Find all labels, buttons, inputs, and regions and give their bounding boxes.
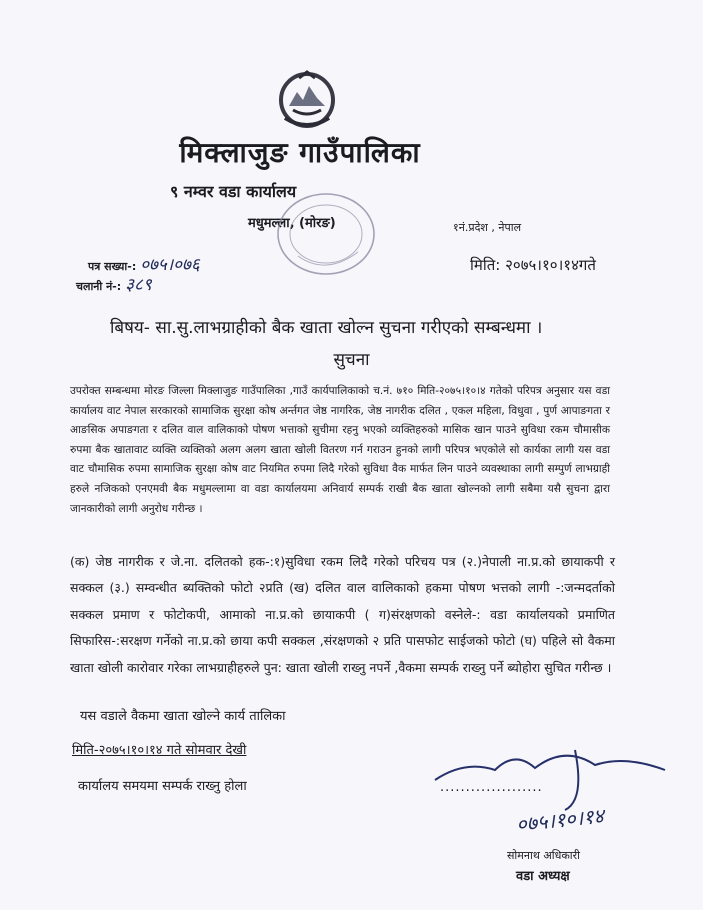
handwritten-date: ०७५।१०।१४ <box>515 803 606 837</box>
dispatch-number-label: चलानी नं-: <box>76 280 122 293</box>
body-paragraph-1: उपरोक्त सम्बन्धमा मोरङ जिल्ला मिक्लाजुङ गाउँपालिका ,गाउँ कार्यपालिकाको च.नं. ७१० मिति-२०७५।१०।४ गतेको परिपत्र अनुसार यस वडा कार्यालय वाट नेपाल सरकारको सामाजिक सुरक्षा कोष अर्न्तगत जेष्ठ नागरिक, जेष्ठ नागरीक दलित , एकल महिला, विधुवा , पुर्ण आपाङगता र आङसिक अपाङगता र दलित वाल वालिकाको पोषण भत्ताको सुचीमा रहनु भएको व्यक्तिहरुको मासिक खान पाउने सुविधा रकम चौमासीक रुपमा बैक खातावाट व्यक्ति व्यक्तिको अलग अलग खाता खोली वितरण गर्न गराउन हुनको लागी परिपत्र भएकोले सो कार्यका लागी यस वडा वाट चौमासिक रुपमा सामाजिक सुरक्षा कोष वाट नियमित रुपमा लिदै गरेको सुविधा वैक मार्फत लिन पाउने व्यवस्थाका लागी सम्पुर्ण लाभग्राही हरुले नजिकको एनएमवी बैक मधुमल्लामा वा वडा कार्यालयमा अनिवार्य सम्पर्क राखी बैक खाता खोल्नको लागी सबैमा यसै सुचना द्वारा जानकारीको लागी अनुरोध गरीन्छ । <box>70 385 610 515</box>
province-label: १नं.प्रदेश , नेपाल <box>453 221 522 234</box>
signature-line: .................... <box>440 780 543 795</box>
schedule-title: यस वडाले वैकमा खाता खोल्ने कार्य तालिका <box>80 709 286 724</box>
notice-title: सुचना <box>333 350 370 370</box>
schedule-date: मिति-२०७५।१०।१४ गते सोमवार देखी <box>72 743 247 758</box>
signer-designation: वडा अध्यक्ष <box>516 869 570 884</box>
ward-office-title: ९ नम्वर वडा कार्यालय <box>170 182 297 201</box>
dispatch-number <box>76 272 152 295</box>
letter-subject: बिषय- सा.सु.लाभग्राहीको बैक खाता खोल्न सुचना गरीएको सम्बन्धमा । <box>110 318 543 338</box>
organization-name: मिक्लाजुङ गाउँपालिका <box>179 136 421 169</box>
letter-number-label: पत्र सख्या-: <box>88 260 137 273</box>
nepal-emblem-icon <box>275 70 339 134</box>
contact-instruction: कार्यालय समयमा सम्पर्क राख्नु होला <box>78 779 247 794</box>
dispatch-number-value: ३८९ <box>125 275 152 295</box>
office-seal-icon <box>268 186 378 281</box>
office-address: मधुमल्ला, (मोरङ) <box>248 216 336 231</box>
letter-date: मिति: २०७५।१०।१४गते <box>470 256 596 274</box>
signer-name: सोमनाथ अधिकारी <box>507 849 581 862</box>
body-paragraph-2: (क) जेष्ठ नागरीक र जे.ना. दलितको हक-:१)सुविधा रकम लिदै गरेको परिचय पत्र (२.)नेपाली ना.प्र.को छायाकपी र सक्कल (३.) सम्वन्धीत ब्यक्तिको फोटो २प्रति (ख) दलित वाल वालिकाको हकमा पोषण भत्तको लागी -:जन्मदर्ताको सक्कल प्रमाण र फोटोकपी, आमाको ना.प्र.को छायाकपी ( ग)संरक्षणको वस्नेले-: वडा कार्यालयको प्रमाणित सिफारिस-:सरक्षण गर्नेको ना.प्र.को छाया कपी सक्कल ,संरक्षणको २ प्रति पासफोट साईजको फोटो (घ) पहिले सो वैकमा खाता खोली कारोवार गरेका लाभग्राहीहरुले पुन: खाता खोली राख्नु नपर्ने ,वैकमा सम्पर्क राख्नु पर्ने ब्योहोरा सुचित गरीन्छ । <box>70 554 615 675</box>
letter-number-value: ०७५।०७६ <box>140 255 200 275</box>
